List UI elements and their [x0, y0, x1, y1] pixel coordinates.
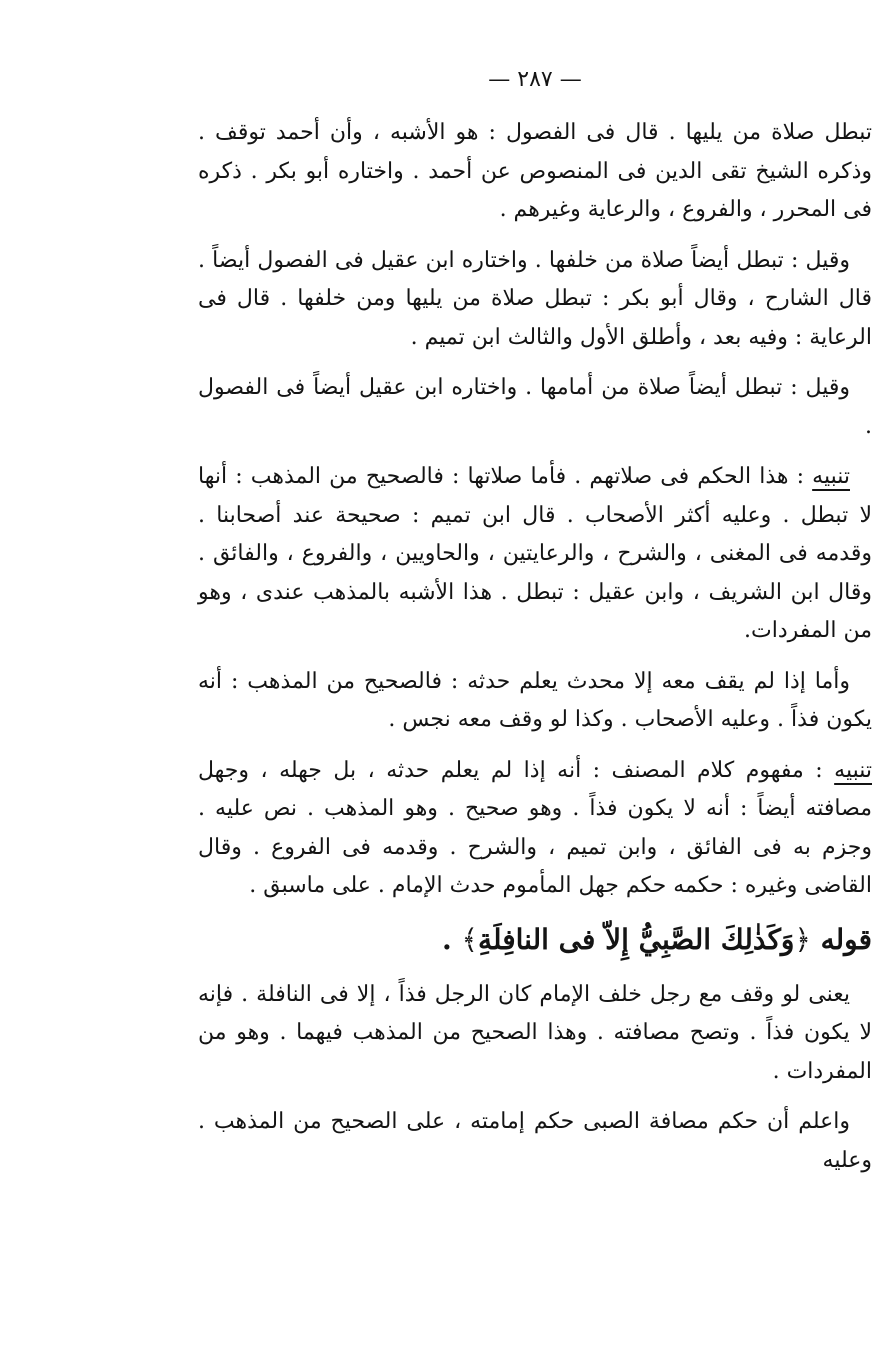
tanbih-heading-1: تنبيه — [812, 464, 850, 489]
paragraph-6 — [198, 752, 872, 906]
quote-close-bracket: ﴾ — [461, 922, 478, 956]
paragraph-8 — [198, 1103, 872, 1180]
paragraph-3 — [198, 369, 872, 446]
quote-open-bracket: ﴿ — [794, 922, 811, 956]
page-number: — ٢٨٧ — — [488, 67, 582, 92]
book-page — [180, 60, 892, 1192]
paragraph-6-text: : مفهوم كلام المصنف : أنه إذا لم يعلم حدثه ، بل جهله ، وجهل مصافته أيضاً : أنه لا يكون فذاً . وهو صحيح . وهو المذهب . نص عليه . وجزم به فى الفائق ، وابن تميم ، والشرح . وقدمه فى الفروع . وقال القاضى وغيره : حكمه حكم جهل المأموم حدث الإمام . على ماسبق . — [198, 757, 872, 898]
paragraph-5-text: وأما إذا لم يقف معه إلا محدث يعلم حدثه : فالصحيح من المذهب : أنه يكون فذاً . وعليه الأصحاب . وكذا لو وقف معه نجس . — [198, 668, 872, 732]
quote-text: وَكَذٰلِكَ الصَّبِيُّ إِلاّ فى النافِلَةِ — [477, 922, 795, 956]
matn-quote — [198, 918, 872, 962]
tanbih-heading-2: تنبيه — [834, 757, 872, 783]
quote-lead: قوله — [820, 922, 872, 956]
paragraph-3-text: وقيل : تبطل أيضاً صلاة من أمامها . واختاره ابن عقيل أيضاً فى الفصول . — [198, 375, 872, 439]
paragraph-7 — [198, 976, 872, 1092]
paragraph-4 — [198, 458, 872, 651]
paragraph-2-text: وقيل : تبطل أيضاً صلاة من خلفها . واختاره ابن عقيل فى الفصول أيضاً . قال الشارح ، وقال أبو بكر : تبطل صلاة من يليها ومن خلفها . قال فى الرعاية : وفيه بعد ، وأطلق الأول والثالث ابن تميم . — [198, 247, 872, 350]
paragraph-2 — [198, 242, 872, 358]
paragraph-4-text: : هذا الحكم فى صلاتهم . فأما صلاتها : فالصحيح من المذهب : أنها لا تبطل . وعليه أكثر الأصحاب . قال ابن تميم : صحيحة عند أصحابنا . وقدمه فى المغنى ، والشرح ، والرعايتين ، والحاويين ، والفروع ، والفائق . وقال ابن الشريف ، وابن عقيل : تبطل . هذا الأشبه بالمذهب عندى ، وهو من المفردات. — [198, 464, 872, 643]
paragraph-1 — [198, 114, 872, 230]
paragraph-7-text: يعنى لو وقف مع رجل خلف الإمام كان الرجل فذاً ، إلا فى النافلة . فإنه لا يكون فذاً . وتصح مصافته . وهذا الصحيح من المذهب فيهما . وهو من المفردات . — [198, 981, 872, 1084]
paragraph-8-text: واعلم أن حكم مصافة الصبى حكم إمامته ، على الصحيح من المذهب . وعليه — [198, 1109, 872, 1173]
paragraph-5 — [198, 663, 872, 740]
paragraph-1-text: تبطل صلاة من يليها . قال فى الفصول : هو الأشبه ، وأن أحمد توقف . وذكره الشيخ تقى الدين فى المنصوص عن أحمد . واختاره أبو بكر . ذكره فى المحرر ، والفروع ، والرعاية وغيرهم . — [198, 120, 872, 222]
quote-tail: . — [442, 922, 462, 956]
page-content — [198, 60, 872, 1180]
